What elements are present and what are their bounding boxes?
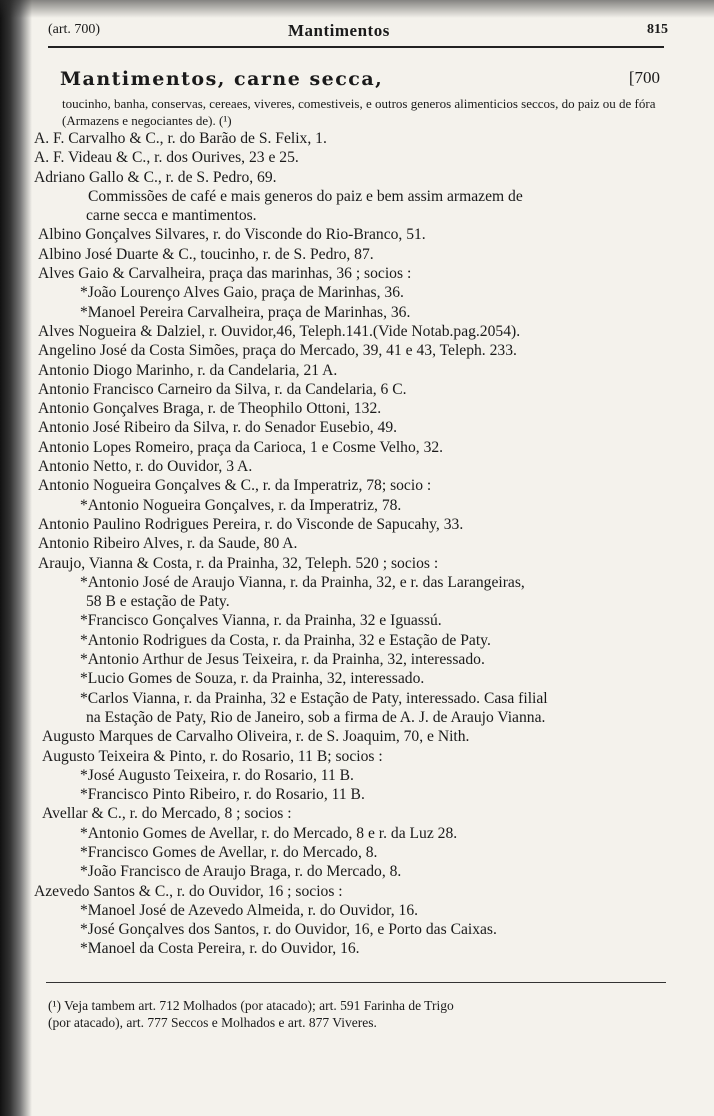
- book-spine-shadow: [0, 0, 32, 1116]
- list-item: na Estação de Paty, Rio de Janeiro, sob a firma de A. J. de Araujo Vianna.: [86, 708, 546, 726]
- list-item: *José Gonçalves dos Santos, r. do Ouvidor, 16, e Porto das Caixas.: [80, 921, 497, 939]
- list-item: 58 B e estação de Paty.: [86, 593, 230, 611]
- section-heading: [60, 68, 660, 94]
- list-item: *Antonio Gomes de Avellar, r. do Mercado, 8 e r. da Luz 28.: [80, 824, 458, 842]
- list-item: Antonio Diogo Marinho, r. da Candelaria, 21 A.: [38, 361, 338, 379]
- list-item: Antonio José Ribeiro da Silva, r. do Senador Eusebio, 49.: [38, 419, 398, 437]
- list-item: Alves Nogueira & Dalziel, r. Ouvidor,46, Teleph.141.(Vide Notab.pag.2054).: [38, 322, 521, 340]
- section-title: Mantimentos, carne secca,: [60, 68, 384, 90]
- list-item: *Antonio Arthur de Jesus Teixeira, r. da Prainha, 32, interessado.: [80, 651, 485, 669]
- list-item: *João Francisco de Araujo Braga, r. do Mercado, 8.: [80, 863, 402, 881]
- list-item: Antonio Paulino Rodrigues Pereira, r. do Visconde de Sapucahy, 33.: [38, 515, 464, 533]
- list-item: Albino José Duarte & C., toucinho, r. de S. Pedro, 87.: [38, 245, 374, 263]
- list-item: *José Augusto Teixeira, r. do Rosario, 11 B.: [80, 766, 354, 784]
- directory-list: [30, 129, 670, 959]
- header-article-ref: (art. 700): [48, 22, 101, 37]
- list-item: *Manoel Pereira Carvalheira, praça de Marinhas, 36.: [80, 303, 411, 321]
- list-item: Commissões de café e mais generos do paiz e bem assim armazem de: [88, 187, 523, 205]
- page-top-edge: [0, 0, 714, 18]
- section-number: [700: [628, 68, 660, 87]
- list-item: Azevedo Santos & C., r. do Ouvidor, 16 ; socios :: [34, 882, 343, 900]
- list-item: Antonio Lopes Romeiro, praça da Carioca, 1 e Cosme Velho, 32.: [38, 438, 444, 456]
- running-header: [48, 18, 668, 44]
- list-item: *Francisco Pinto Ribeiro, r. do Rosario, 11 B.: [80, 786, 365, 804]
- list-item: *Francisco Gonçalves Vianna, r. da Prainha, 32 e Iguassú.: [80, 612, 442, 630]
- footnote: [48, 997, 668, 1031]
- list-item: Araujo, Vianna & Costa, r. da Prainha, 32, Teleph. 520 ; socios :: [38, 554, 439, 572]
- list-item: *Antonio José de Araujo Vianna, r. da Prainha, 32, e r. das Larangeiras,: [80, 573, 525, 591]
- page-number: 815: [647, 22, 668, 37]
- list-item: Albino Gonçalves Silvares, r. do Visconde do Rio-Branco, 51.: [38, 226, 426, 244]
- header-rule: [48, 46, 664, 48]
- list-item: Augusto Marques de Carvalho Oliveira, r. de S. Joaquim, 70, e Nith.: [42, 728, 470, 746]
- list-item: Antonio Ribeiro Alves, r. da Saude, 80 A.: [38, 535, 298, 553]
- list-item: *Antonio Nogueira Gonçalves, r. da Imperatriz, 78.: [80, 496, 402, 514]
- list-item: Augusto Teixeira & Pinto, r. do Rosario, 11 B; socios :: [42, 747, 383, 765]
- list-item: carne secca e mantimentos.: [86, 207, 257, 225]
- footnote-line: (por atacado), art. 777 Seccos e Molhados e art. 877 Viveres.: [48, 1015, 377, 1030]
- list-item: Antonio Nogueira Gonçalves & C., r. da Imperatriz, 78; socio :: [38, 477, 432, 495]
- list-item: Angelino José da Costa Simões, praça do Mercado, 39, 41 e 43, Teleph. 233.: [38, 342, 517, 360]
- footnote-rule: [46, 982, 666, 983]
- list-item: *Carlos Vianna, r. da Prainha, 32 e Estação de Paty, interessado. Casa filial: [80, 689, 548, 707]
- list-item: *Manoel José de Azevedo Almeida, r. do Ouvidor, 16.: [80, 901, 419, 919]
- list-item: *João Lourenço Alves Gaio, praça de Marinhas, 36.: [80, 284, 404, 302]
- list-item: Avellar & C., r. do Mercado, 8 ; socios :: [42, 805, 292, 823]
- list-item: *Antonio Rodrigues da Costa, r. da Prainha, 32 e Estação de Paty.: [80, 631, 491, 649]
- list-item: *Francisco Gomes de Avellar, r. do Mercado, 8.: [80, 843, 378, 861]
- list-item: Adriano Gallo & C., r. de S. Pedro, 69.: [34, 168, 277, 186]
- list-item: Antonio Gonçalves Braga, r. de Theophilo Ottoni, 132.: [38, 400, 382, 418]
- list-item: A. F. Videau & C., r. dos Ourives, 23 e 25.: [34, 149, 299, 167]
- list-item: Antonio Netto, r. do Ouvidor, 3 A.: [38, 458, 253, 476]
- section-intro: toucinho, banha, conservas, cereaes, viveres, comestiveis, e outros generos alimenticios seccos, do paiz ou de fóra (Armazens e negociantes de). (¹): [62, 96, 656, 128]
- list-item: *Lucio Gomes de Souza, r. da Prainha, 32, interessado.: [80, 670, 425, 688]
- list-item: Alves Gaio & Carvalheira, praça das marinhas, 36 ; socios :: [38, 265, 412, 283]
- list-item: A. F. Carvalho & C., r. do Barão de S. Felix, 1.: [34, 130, 327, 147]
- list-item: *Manoel da Costa Pereira, r. do Ouvidor, 16.: [80, 940, 360, 958]
- list-item: Antonio Francisco Carneiro da Silva, r. da Candelaria, 6 C.: [38, 380, 407, 398]
- footnote-line: (¹) Veja tambem art. 712 Molhados (por atacado); art. 591 Farinha de Trigo: [48, 998, 454, 1013]
- header-title: Mantimentos: [288, 21, 390, 40]
